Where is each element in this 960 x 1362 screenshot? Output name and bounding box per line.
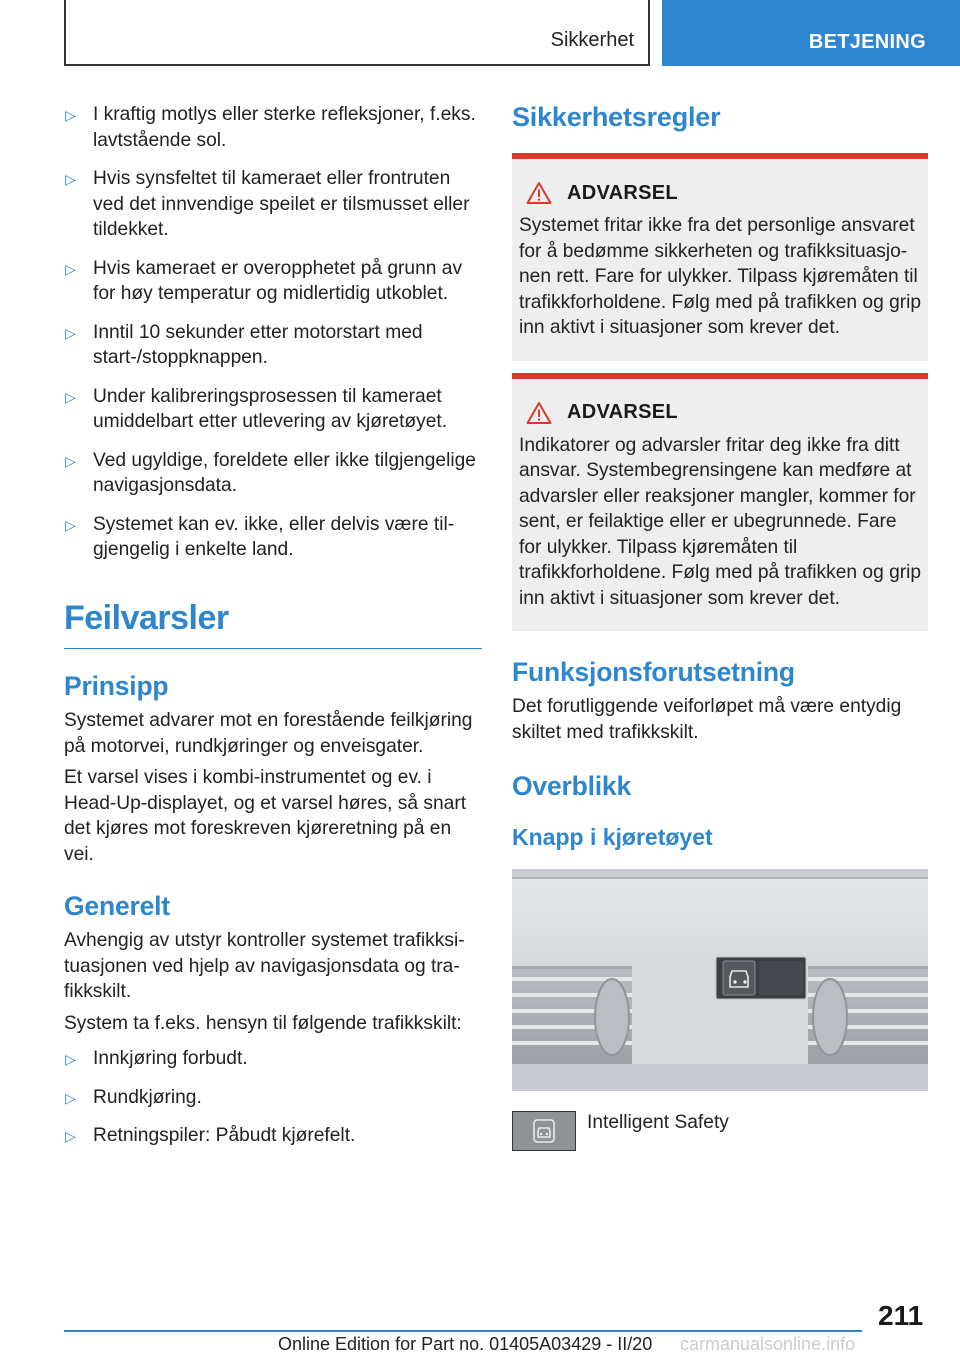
page-number: 211 xyxy=(878,1300,924,1331)
minor-heading: Knapp i kjøretøyet xyxy=(512,824,713,850)
bullet-triangle-icon: ▷ xyxy=(65,107,76,123)
bullet-triangle-icon: ▷ xyxy=(65,1128,76,1144)
warning-text: Indikatorer og advarsler fritar deg ikke fra ditt ansvar. Systembegrensingene kan medføre at advarsler eller reaksjoner mangler, kommer for sent, er feilaktige eller er ubegrunnede. Fare for ulykker. Tilpass kjøremåten til trafikkforholdene. Følg med på trafikken og grip inn aktivt i situasjoner som krever det. xyxy=(519,434,922,609)
generelt-section xyxy=(64,891,482,1149)
subsection-heading: Prinsipp xyxy=(64,671,169,701)
paragraph: Et varsel vises i kombi-instrumentet og ev. i Head-Up-displayet, og et varsel høres, så snart det kjøres mot foreskreven kjøreretning på en vei. xyxy=(64,767,467,865)
funksjon-section xyxy=(512,657,928,745)
bullet-triangle-icon: ▷ xyxy=(65,1051,76,1067)
warning-box xyxy=(512,153,928,361)
bullet-triangle-icon: ▷ xyxy=(65,171,76,187)
paragraph: Det forutliggende veiforløpet må være entydig skiltet med trafikkskilt. xyxy=(512,696,902,743)
warning-triangle-icon xyxy=(526,401,552,425)
paragraph: Systemet advarer mot en forestående feilkjøring på motorvei, rundkjøringer og enveisgater. xyxy=(64,710,473,757)
header-chapter-tab xyxy=(662,0,960,66)
limitations-list xyxy=(64,102,482,563)
header-section-box xyxy=(64,0,650,66)
bullet-triangle-icon: ▷ xyxy=(65,1089,76,1106)
list-item: ▷ Under kalibreringsprosessen til kameraet umiddelbart etter utlevering av kjøretøyet. xyxy=(65,385,448,432)
list-item: ▷ Ved ugyldige, foreldete eller ikke tilgjengelige navigasjonsdata. xyxy=(65,449,476,496)
warning-title: ADVARSEL xyxy=(567,401,678,423)
caption-label: Intelligent Safety xyxy=(587,1112,729,1133)
bullet-triangle-icon: ▷ xyxy=(65,516,76,533)
warning-text: Systemet fritar ikke fra det personlige ansvaret for å bedømme sikkerheten og trafikksituasjonen rett. Fare for ulykker. Tilpass kjøremåten til trafikkforholdene. Følg med på trafikken og grip inn aktivt i situasjoner som krever det. xyxy=(519,215,922,338)
left-column xyxy=(64,102,482,1162)
section-title: Sikkerhet xyxy=(550,29,634,51)
bullet-triangle-icon: ▷ xyxy=(65,388,76,405)
vehicle-button-photo xyxy=(512,869,928,1091)
section-heading: Feilvarsler xyxy=(64,598,229,637)
warning-title: ADVARSEL xyxy=(567,181,678,204)
footer-divider xyxy=(64,1330,862,1332)
warning-header xyxy=(526,181,922,205)
list-item: ▷ Innkjøring forbudt. xyxy=(64,1046,482,1072)
list-item: ▷ Rundkjøring. xyxy=(64,1085,482,1111)
warning-header xyxy=(526,401,922,425)
subsection-heading: Generelt xyxy=(64,891,170,921)
intelligent-safety-icon xyxy=(512,1111,576,1151)
paragraph: System ta f.eks. hensyn til følgende trafikkskilt: xyxy=(64,1012,462,1034)
list-item: ▷ I kraftig motlys eller sterke refleksjoner, f.eks. lavtstående sol. xyxy=(65,104,476,151)
bullet-triangle-icon: ▷ xyxy=(65,260,76,277)
subsection-heading: Overblikk xyxy=(512,771,631,801)
paragraph: Avhengig av utstyr kontroller systemet trafikksituasjonen ved hjelp av navigasjonsdata og trafikkskilt. xyxy=(64,930,465,1002)
dashboard-illustration xyxy=(512,869,928,1091)
list-item: ▷ Hvis kameraet er overopphetet på grunn av for høy temperatur og midlertidig utkoblet. xyxy=(65,257,463,304)
photo-caption xyxy=(512,1111,928,1151)
warning-triangle-icon xyxy=(526,181,552,205)
list-item: ▷ Retningspiler: Påbudt kjørefelt. xyxy=(64,1123,482,1149)
feilvarsler-section xyxy=(64,599,482,650)
warning-box xyxy=(512,373,928,632)
heading-divider xyxy=(64,648,482,650)
list-item: ▷ Hvis synsfeltet til kameraet eller frontruten ved det innvendige speilet er tilsmusset eller tildekket. xyxy=(65,168,470,240)
bullet-triangle-icon: ▷ xyxy=(65,452,76,469)
list-item: ▷ Inntil 10 sekunder etter motorstart med start-/stoppknappen. xyxy=(65,321,423,368)
traffic-sign-list xyxy=(64,1046,482,1149)
list-item: ▷ Systemet kan ev. ikke, eller delvis være tilgjengelig i enkelte land. xyxy=(65,513,455,560)
edition-info: Online Edition for Part no. 01405A03429 - II/20 xyxy=(278,1334,653,1354)
right-column xyxy=(512,102,928,1151)
watermark: carmanualsonline.info xyxy=(680,1334,856,1354)
prinsipp-section xyxy=(64,671,482,867)
chapter-title: BETJENING xyxy=(808,31,926,53)
bullet-triangle-icon: ▷ xyxy=(65,324,76,341)
subsection-heading: Sikkerhetsregler xyxy=(512,102,721,132)
subsection-heading: Funksjonsforutsetning xyxy=(512,657,795,687)
